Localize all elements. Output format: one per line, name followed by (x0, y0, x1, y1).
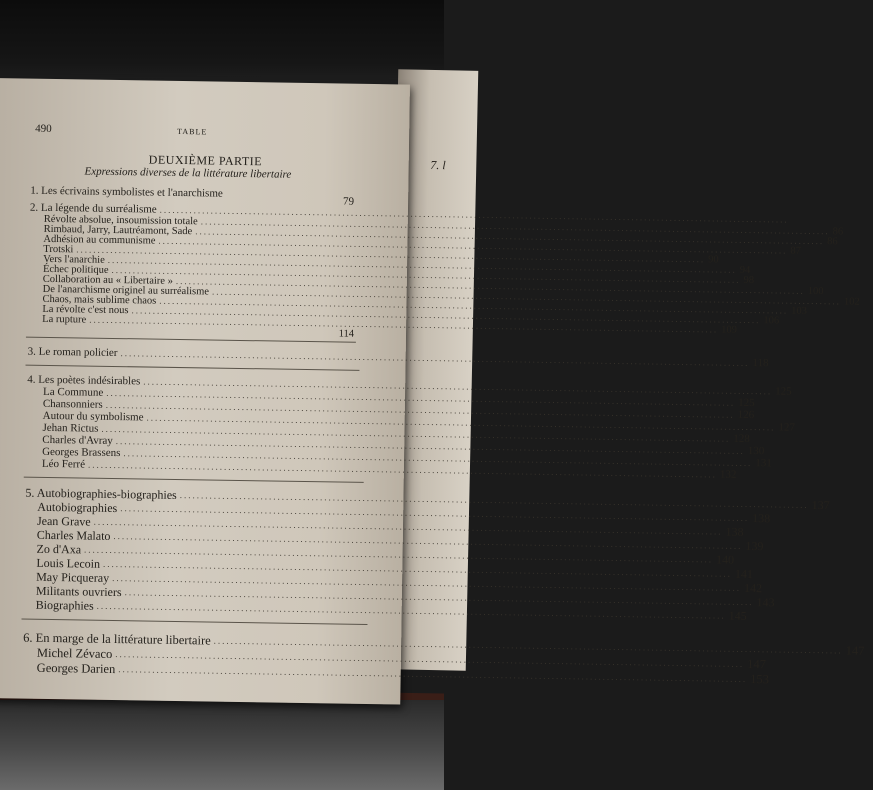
toc-page: 109 (721, 324, 737, 336)
toc-page: 118 (752, 357, 769, 370)
toc-label: Louis Lecoin (36, 555, 101, 571)
toc-page: 142 (743, 580, 763, 596)
toc-label: Zo d'Axa (36, 541, 82, 557)
divider (25, 365, 359, 371)
toc-page: 87 (790, 245, 801, 257)
toc-label: Trotski (43, 243, 74, 256)
toc-label: Georges Brassens (42, 445, 121, 460)
toc-page: 138 (725, 524, 744, 539)
toc-label: Charles Malato (36, 527, 111, 543)
toc-page: 130 (747, 444, 765, 458)
toc-page: 114 (338, 328, 355, 340)
toc-page: 125 (738, 396, 755, 410)
toc-label: Charles d'Avray (42, 433, 113, 447)
toc-label: Biographies (35, 597, 94, 613)
toc-page: 79 (343, 195, 355, 208)
toc-page: 139 (745, 538, 764, 554)
toc-label: 3. Le roman policier (27, 345, 118, 360)
toc-page: 125 (775, 385, 792, 398)
toc-page: 141 (734, 566, 754, 582)
toc-label: Autobiographies (37, 499, 118, 516)
toc-page: 106 (763, 315, 780, 327)
toc-label: De l'anarchisme originel au surréalisme (42, 283, 210, 298)
table-surface (0, 700, 444, 790)
running-head: TABLE (177, 126, 208, 137)
toc-page: 131 (755, 457, 772, 470)
toc-label: Michel Zévaco (36, 645, 113, 661)
toc-label: Chansonniers (42, 397, 103, 411)
toc-label: Chaos, mais sublime chaos (42, 293, 157, 307)
part-subtitle: Expressions diverses de la littérature libertaire (84, 165, 292, 181)
toc-section (27, 345, 769, 370)
toc-label: Collaboration au « Libertaire » (42, 273, 173, 287)
facing-page-fragment: 7. l (430, 157, 446, 173)
toc-page: 127 (778, 421, 796, 434)
toc-label: Léo Ferré (41, 457, 86, 471)
toc-page: 143 (756, 595, 775, 610)
toc-page: 137 (811, 497, 830, 513)
toc-page: 86 (827, 236, 838, 248)
toc-page: 126 (737, 408, 755, 422)
toc-page: 147 (747, 656, 767, 672)
toc-label: Vers l'anarchie (43, 253, 105, 266)
toc-page: 90 (708, 254, 719, 266)
toc-label: Adhésion au communisme (43, 233, 156, 247)
toc-label: 4. Les poètes indésirables (27, 373, 141, 388)
toc-page: 138 (752, 511, 771, 526)
toc-page: 102 (843, 296, 860, 308)
toc-page: 86 (832, 226, 844, 238)
toc-page: 94 (739, 264, 751, 276)
toc-page: 103 (791, 305, 808, 317)
toc-page: 147 (845, 643, 865, 658)
toc-label: Rimbaud, Jarry, Lautréamont, Sade (43, 223, 193, 238)
page-number: 490 (35, 122, 52, 135)
toc-label: Georges Darien (36, 660, 116, 677)
toc-label: La révolte c'est nous (42, 303, 129, 317)
toc-page: 145 (728, 608, 747, 623)
toc-label: Militants ouvriers (35, 583, 122, 600)
divider (24, 477, 364, 483)
toc-label: 6. En marge de la littérature libertaire (23, 630, 211, 648)
toc-page: 100 (807, 285, 824, 298)
toc-section (30, 184, 355, 208)
toc-page: 98 (743, 274, 755, 287)
toc-label: Échec politique (42, 263, 109, 276)
toc-label: 5. Autobiographies-biographies (25, 485, 177, 502)
toc-page: 132 (719, 468, 737, 481)
toc-label: Jean Grave (36, 513, 91, 529)
toc-label: 2. La légende du surréalisme (29, 201, 157, 216)
toc-label: May Picqueray (36, 569, 110, 585)
toc-label: La rupture (42, 313, 87, 326)
toc-label: Révolte absolue, insoumission totale (43, 213, 198, 228)
toc-label: Jehan Rictus (42, 421, 99, 435)
toc-page: 153 (750, 672, 770, 687)
toc-label: La Commune (42, 385, 104, 399)
toc-label: 1. Les écrivains symbolistes et l'anarchisme (30, 184, 223, 200)
dark-background-top (0, 0, 444, 90)
part-title: DEUXIÈME PARTIE (148, 152, 263, 169)
toc-page: 140 (715, 552, 735, 567)
toc-label: Autour du symbolisme (42, 409, 144, 424)
toc-page: 128 (733, 432, 750, 445)
divider (21, 619, 367, 625)
